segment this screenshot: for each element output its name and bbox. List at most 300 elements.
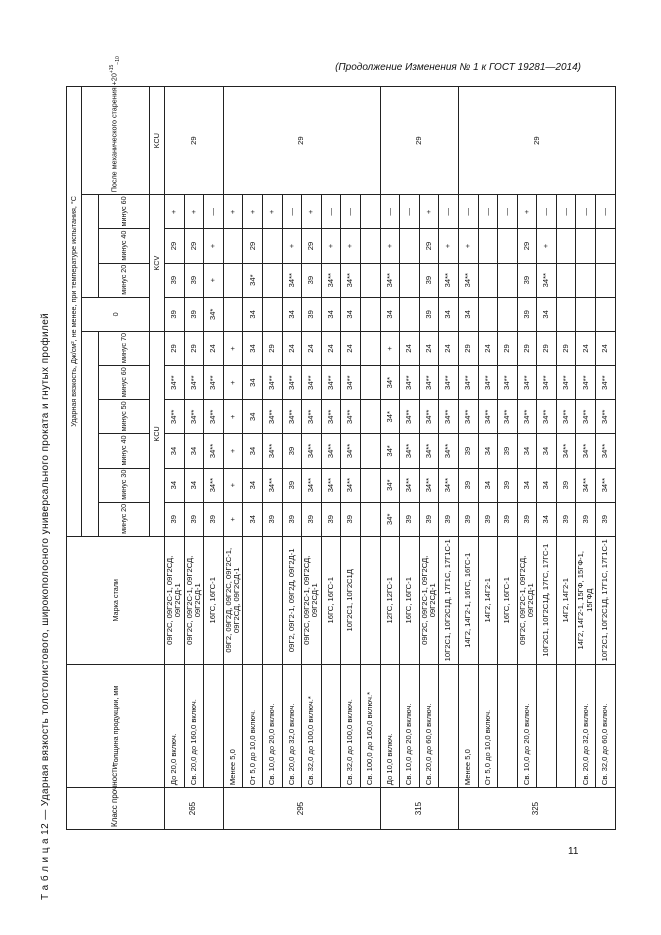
value-cell: 39 bbox=[458, 502, 478, 536]
value-cell: — bbox=[341, 195, 361, 229]
value-cell: 39 bbox=[419, 263, 439, 297]
value-cell: 34** bbox=[537, 366, 557, 400]
value-cell: + bbox=[223, 195, 243, 229]
value-cell: — bbox=[478, 195, 498, 229]
value-cell: 34* bbox=[204, 297, 224, 331]
value-cell: 34** bbox=[204, 468, 224, 502]
value-cell: 34** bbox=[165, 400, 185, 434]
value-cell: 34 bbox=[537, 468, 557, 502]
value-cell: 34 bbox=[380, 297, 400, 331]
value-cell: + bbox=[537, 229, 557, 263]
table-row bbox=[419, 87, 439, 830]
value-cell bbox=[262, 263, 282, 297]
value-cell: 34 bbox=[243, 331, 263, 365]
thickness-cell: Св. 32,0 до 100,0 включ.* bbox=[302, 664, 322, 787]
value-cell: 34** bbox=[400, 468, 420, 502]
strength-class-cell: 295 bbox=[223, 788, 380, 830]
grade-cell: 14Г2, 14Г2-1, 16ГС, 16ГС-1 bbox=[458, 536, 478, 664]
value-cell: 39 bbox=[302, 263, 322, 297]
header-kcu: KCU bbox=[150, 331, 165, 536]
grade-cell: 12ГС, 12ГС-1 bbox=[380, 536, 400, 664]
value-cell: 24 bbox=[400, 331, 420, 365]
value-cell: 34** bbox=[576, 366, 596, 400]
table-row bbox=[243, 87, 263, 830]
value-cell bbox=[576, 297, 596, 331]
thickness-cell: До 20,0 включ. bbox=[165, 664, 185, 787]
value-cell: 34* bbox=[380, 400, 400, 434]
value-cell: — bbox=[439, 195, 459, 229]
table-row bbox=[478, 87, 498, 830]
value-cell: 34** bbox=[302, 366, 322, 400]
value-cell bbox=[498, 263, 518, 297]
value-cell bbox=[360, 434, 380, 468]
value-cell: 34 bbox=[517, 468, 537, 502]
page-header: (Продолжение Изменения № 1 к ГОСТ 19281—2014) bbox=[335, 62, 581, 73]
thickness-cell: От 5,0 до 10,0 включ. bbox=[243, 664, 263, 787]
value-cell: 39 bbox=[517, 297, 537, 331]
value-cell: + bbox=[282, 229, 302, 263]
value-cell: 39 bbox=[321, 502, 341, 536]
strength-class-cell: 265 bbox=[165, 788, 224, 830]
table-row bbox=[360, 87, 380, 830]
value-cell: 34** bbox=[400, 366, 420, 400]
header-kcu-temp: минус 50 bbox=[99, 400, 150, 434]
value-cell: 34** bbox=[458, 263, 478, 297]
value-cell: + bbox=[302, 195, 322, 229]
value-cell: 34 bbox=[243, 297, 263, 331]
value-cell bbox=[400, 263, 420, 297]
value-cell: 34** bbox=[400, 400, 420, 434]
value-cell: 24 bbox=[478, 331, 498, 365]
value-cell: 39 bbox=[302, 297, 322, 331]
header-kcv-temp: минус 40 bbox=[99, 229, 150, 263]
grade-cell: 16ГС, 16ГС-1 bbox=[400, 536, 420, 664]
value-cell: + bbox=[517, 195, 537, 229]
header-spacer bbox=[82, 331, 99, 536]
thickness-cell bbox=[498, 664, 518, 787]
thickness-cell bbox=[321, 664, 341, 787]
value-cell: 34 bbox=[243, 434, 263, 468]
value-cell: 34** bbox=[400, 434, 420, 468]
value-cell: 39 bbox=[596, 502, 616, 536]
value-cell: 34** bbox=[302, 434, 322, 468]
value-cell: 34** bbox=[439, 366, 459, 400]
value-cell: 29 bbox=[517, 331, 537, 365]
value-cell: 34** bbox=[419, 434, 439, 468]
value-cell: 24 bbox=[419, 331, 439, 365]
value-cell: 29 bbox=[184, 229, 204, 263]
value-cell: 34 bbox=[184, 434, 204, 468]
value-cell: 29 bbox=[498, 331, 518, 365]
grade-cell: 16ГС, 16ГС-1 bbox=[321, 536, 341, 664]
value-cell: 29 bbox=[165, 331, 185, 365]
value-cell: + bbox=[321, 229, 341, 263]
value-cell: 39 bbox=[165, 502, 185, 536]
value-cell: 34* bbox=[380, 502, 400, 536]
value-cell: + bbox=[341, 229, 361, 263]
value-cell: 34** bbox=[576, 434, 596, 468]
grade-cell: 09Г2С, 09Г2С-1, 09Г2СД, 09Г2СД-1 bbox=[517, 536, 537, 664]
grade-cell: 09Г2С, 09Г2С-1, 09Г2СД, 09Г2СД-1 bbox=[302, 536, 322, 664]
value-cell: 34 bbox=[165, 434, 185, 468]
table-row bbox=[262, 87, 282, 830]
value-cell: 29 bbox=[556, 331, 576, 365]
thickness-cell: Св. 20,0 до 32,0 включ. bbox=[282, 664, 302, 787]
value-cell: 39 bbox=[400, 502, 420, 536]
value-cell: 34** bbox=[439, 468, 459, 502]
value-cell: 34** bbox=[556, 400, 576, 434]
header-spacer-kcv bbox=[82, 195, 99, 297]
header-grade: Марка стали bbox=[67, 536, 165, 664]
value-cell: 34** bbox=[576, 468, 596, 502]
value-cell: 34** bbox=[165, 366, 185, 400]
aging-value-cell: 29 bbox=[458, 87, 615, 195]
value-cell: 34** bbox=[458, 400, 478, 434]
thickness-cell: Св. 32,0 до 60,0 включ. bbox=[596, 664, 616, 787]
value-cell: 39 bbox=[165, 263, 185, 297]
grade-cell: 10Г2С1, 10Г2С1Д bbox=[341, 536, 361, 664]
value-cell bbox=[262, 229, 282, 263]
value-cell: 34** bbox=[262, 366, 282, 400]
table-row bbox=[204, 87, 224, 830]
grade-cell: 14Г2, 14Г2-1, 15ГФ, 15ГФ-1, 15ГФД bbox=[576, 536, 596, 664]
value-cell: 34 bbox=[165, 468, 185, 502]
value-cell bbox=[360, 502, 380, 536]
value-cell: 34 bbox=[321, 297, 341, 331]
header-kcu-temp: минус 30 bbox=[99, 468, 150, 502]
header-kcu-temp: минус 70 bbox=[99, 331, 150, 365]
value-cell bbox=[360, 331, 380, 365]
table-row bbox=[556, 87, 576, 830]
value-cell: 34** bbox=[478, 366, 498, 400]
value-cell bbox=[360, 366, 380, 400]
value-cell: 34** bbox=[204, 366, 224, 400]
value-cell: 34** bbox=[478, 400, 498, 434]
header-impact-group: Ударная вязкость, Дж/см², не менее, при температуре испытания, °С bbox=[67, 87, 82, 537]
value-cell bbox=[556, 229, 576, 263]
value-cell: 34 bbox=[537, 502, 557, 536]
value-cell: 34 bbox=[243, 400, 263, 434]
value-cell: 34** bbox=[321, 434, 341, 468]
grade-cell: 10Г2С1, 10Г2С1Д, 17ГС, 17ГС-1 bbox=[537, 536, 557, 664]
thickness-cell bbox=[556, 664, 576, 787]
value-cell bbox=[596, 297, 616, 331]
page-number: 11 bbox=[568, 846, 579, 857]
thickness-cell: Св. 10,0 до 20,0 включ. bbox=[517, 664, 537, 787]
value-cell bbox=[360, 400, 380, 434]
value-cell: 39 bbox=[498, 502, 518, 536]
value-cell: 34** bbox=[341, 468, 361, 502]
value-cell: — bbox=[400, 195, 420, 229]
strength-class-cell: 315 bbox=[380, 788, 458, 830]
value-cell: 34** bbox=[184, 400, 204, 434]
value-cell: + bbox=[243, 195, 263, 229]
value-cell: 34** bbox=[204, 400, 224, 434]
header-kcu-temp: минус 20 bbox=[99, 502, 150, 536]
value-cell: 34** bbox=[341, 263, 361, 297]
table-row bbox=[380, 87, 400, 830]
value-cell: + bbox=[223, 366, 243, 400]
table-row bbox=[439, 87, 459, 830]
value-cell: 34** bbox=[596, 434, 616, 468]
value-cell bbox=[223, 297, 243, 331]
value-cell bbox=[262, 297, 282, 331]
value-cell: 34** bbox=[537, 263, 557, 297]
value-cell: 39 bbox=[458, 468, 478, 502]
value-cell: — bbox=[556, 195, 576, 229]
value-cell: 34* bbox=[380, 366, 400, 400]
value-cell: 39 bbox=[204, 502, 224, 536]
value-cell bbox=[478, 297, 498, 331]
value-cell: 34** bbox=[321, 366, 341, 400]
aging-value-cell: 29 bbox=[165, 87, 224, 195]
value-cell: 29 bbox=[184, 331, 204, 365]
table-row bbox=[458, 87, 478, 830]
value-cell: 34** bbox=[282, 263, 302, 297]
value-cell: 39 bbox=[184, 263, 204, 297]
value-cell: — bbox=[596, 195, 616, 229]
value-cell: 34** bbox=[341, 434, 361, 468]
value-cell: 34** bbox=[498, 400, 518, 434]
value-cell: 34* bbox=[243, 263, 263, 297]
value-cell bbox=[400, 297, 420, 331]
value-cell: 39 bbox=[458, 434, 478, 468]
value-cell: 34** bbox=[596, 400, 616, 434]
table-caption: Т а б л и ц а 12 — Ударная вязкость толстолистового, широкополосного универсального проката и гнутых профилей bbox=[40, 312, 51, 900]
value-cell bbox=[498, 297, 518, 331]
value-cell: 24 bbox=[439, 331, 459, 365]
value-cell bbox=[498, 229, 518, 263]
table-row bbox=[596, 87, 616, 830]
value-cell: 39 bbox=[184, 297, 204, 331]
grade-cell bbox=[243, 536, 263, 664]
value-cell: 39 bbox=[517, 502, 537, 536]
value-cell bbox=[478, 229, 498, 263]
header-kcv-temp: минус 60 bbox=[99, 195, 150, 229]
value-cell: 34** bbox=[184, 366, 204, 400]
value-cell: 34** bbox=[419, 366, 439, 400]
value-cell bbox=[556, 297, 576, 331]
thickness-cell: До 10,0 включ. bbox=[380, 664, 400, 787]
header-kcv: KCV bbox=[150, 195, 165, 332]
value-cell: — bbox=[204, 195, 224, 229]
value-cell: + bbox=[204, 263, 224, 297]
value-cell: 34 bbox=[478, 468, 498, 502]
value-cell: 34** bbox=[380, 263, 400, 297]
value-cell bbox=[576, 263, 596, 297]
value-cell: + bbox=[223, 502, 243, 536]
thickness-cell: Св. 10,0 до 20,0 включ. bbox=[400, 664, 420, 787]
value-cell: 34** bbox=[282, 366, 302, 400]
value-cell: 34** bbox=[341, 366, 361, 400]
value-cell: 34** bbox=[439, 263, 459, 297]
value-cell: 24 bbox=[576, 331, 596, 365]
value-cell bbox=[360, 263, 380, 297]
value-cell: 34** bbox=[302, 468, 322, 502]
value-cell: 34* bbox=[380, 434, 400, 468]
value-cell: 34** bbox=[302, 400, 322, 434]
value-cell: 39 bbox=[282, 434, 302, 468]
value-cell: 34** bbox=[262, 468, 282, 502]
value-cell: + bbox=[458, 229, 478, 263]
value-cell: 34** bbox=[439, 434, 459, 468]
value-cell bbox=[596, 263, 616, 297]
value-cell: 34** bbox=[282, 400, 302, 434]
value-cell: 34** bbox=[596, 366, 616, 400]
table-row bbox=[537, 87, 557, 830]
value-cell: 39 bbox=[439, 502, 459, 536]
header-class: Класс прочности bbox=[67, 788, 165, 830]
thickness-cell: Св. 20,0 до 60,0 включ. bbox=[419, 664, 439, 787]
value-cell: — bbox=[576, 195, 596, 229]
grade-cell: 10Г2С1, 10Г2С1Д, 17Г1С, 17Г1С-1 bbox=[439, 536, 459, 664]
grade-cell: 09Г2С, 09Г2С-1, 09Г2СД, 09Г2СД-1 bbox=[419, 536, 439, 664]
value-cell: 34** bbox=[498, 366, 518, 400]
value-cell bbox=[360, 468, 380, 502]
value-cell: 34** bbox=[517, 400, 537, 434]
table-row bbox=[576, 87, 596, 830]
table-row bbox=[498, 87, 518, 830]
value-cell: + bbox=[262, 195, 282, 229]
value-cell: 34 bbox=[458, 297, 478, 331]
value-cell: 39 bbox=[517, 263, 537, 297]
value-cell: 39 bbox=[556, 468, 576, 502]
value-cell: 24 bbox=[302, 331, 322, 365]
value-cell: 24 bbox=[341, 331, 361, 365]
thickness-cell: Св. 32,0 до 100,0 включ. bbox=[341, 664, 361, 787]
value-cell: 34 bbox=[243, 502, 263, 536]
value-cell: 39 bbox=[341, 502, 361, 536]
grade-cell bbox=[360, 536, 380, 664]
thickness-cell: Св. 20,0 до 160,0 включ. bbox=[184, 664, 204, 787]
grade-cell: 09Г2, 09Г2-1, 09Г2Д, 09Г2Д-1 bbox=[282, 536, 302, 664]
value-cell: + bbox=[380, 229, 400, 263]
value-cell: 34** bbox=[321, 263, 341, 297]
strength-class-cell: 325 bbox=[458, 788, 615, 830]
value-cell: 39 bbox=[478, 502, 498, 536]
value-cell: 39 bbox=[498, 434, 518, 468]
value-cell: 24 bbox=[321, 331, 341, 365]
table-row bbox=[165, 87, 185, 830]
value-cell: 39 bbox=[262, 502, 282, 536]
table-row bbox=[302, 87, 322, 830]
value-cell: 34 bbox=[537, 297, 557, 331]
value-cell bbox=[400, 229, 420, 263]
value-cell: 34** bbox=[419, 400, 439, 434]
header-kcv-temp: минус 20 bbox=[99, 263, 150, 297]
value-cell: 34** bbox=[439, 400, 459, 434]
aging-value-cell: 29 bbox=[380, 87, 458, 195]
value-cell: 34** bbox=[576, 400, 596, 434]
value-cell: 34** bbox=[556, 434, 576, 468]
value-cell: 34 bbox=[517, 434, 537, 468]
value-cell: 34** bbox=[341, 400, 361, 434]
value-cell: 34** bbox=[517, 366, 537, 400]
value-cell bbox=[223, 229, 243, 263]
value-cell: 34 bbox=[439, 297, 459, 331]
value-cell bbox=[360, 229, 380, 263]
value-cell: + bbox=[184, 195, 204, 229]
value-cell: + bbox=[204, 229, 224, 263]
value-cell: 34** bbox=[537, 400, 557, 434]
value-cell: + bbox=[439, 229, 459, 263]
header-kcu-aging: KCU bbox=[150, 87, 165, 195]
value-cell: 39 bbox=[576, 502, 596, 536]
value-cell: 24 bbox=[204, 331, 224, 365]
table-row bbox=[517, 87, 537, 830]
value-cell: 29 bbox=[262, 331, 282, 365]
value-cell: 34** bbox=[556, 366, 576, 400]
value-cell: 39 bbox=[556, 502, 576, 536]
value-cell: 34** bbox=[262, 434, 282, 468]
header-kcu-temp: минус 40 bbox=[99, 434, 150, 468]
value-cell: — bbox=[321, 195, 341, 229]
value-cell: 34** bbox=[262, 400, 282, 434]
aging-value-cell: 29 bbox=[223, 87, 380, 195]
value-cell: 39 bbox=[165, 297, 185, 331]
value-cell: 34 bbox=[243, 366, 263, 400]
value-cell: 29 bbox=[537, 331, 557, 365]
value-cell: 39 bbox=[282, 468, 302, 502]
value-cell bbox=[360, 297, 380, 331]
value-cell: 39 bbox=[419, 502, 439, 536]
value-cell: 24 bbox=[596, 331, 616, 365]
header-temp-0: 0 bbox=[82, 297, 150, 331]
value-cell: 29 bbox=[165, 229, 185, 263]
value-cell: 39 bbox=[184, 502, 204, 536]
value-cell: 34 bbox=[243, 468, 263, 502]
value-cell: 34 bbox=[478, 434, 498, 468]
thickness-cell: Менее 5,0 bbox=[223, 664, 243, 787]
value-cell: 29 bbox=[243, 229, 263, 263]
value-cell: — bbox=[537, 195, 557, 229]
table-row bbox=[341, 87, 361, 830]
thickness-cell: Св. 100,0 до 160,0 включ.* bbox=[360, 664, 380, 787]
value-cell: — bbox=[380, 195, 400, 229]
header-aging: После механического старения $+20^{+15}_{-10}$ bbox=[82, 87, 150, 195]
value-cell: 34** bbox=[596, 468, 616, 502]
value-cell: — bbox=[498, 195, 518, 229]
value-cell: — bbox=[282, 195, 302, 229]
value-cell: 39 bbox=[302, 502, 322, 536]
value-cell: + bbox=[380, 331, 400, 365]
table-row bbox=[400, 87, 420, 830]
grade-cell: 16ГС, 16ГС-1 bbox=[204, 536, 224, 664]
grade-cell: 10Г2С1, 10Г2С1Д, 17Г1С, 17Г1С-1 bbox=[596, 536, 616, 664]
value-cell: + bbox=[223, 331, 243, 365]
value-cell: + bbox=[419, 195, 439, 229]
thickness-cell: От 5,0 до 10,0 включ. bbox=[478, 664, 498, 787]
table-row bbox=[282, 87, 302, 830]
value-cell: 34** bbox=[321, 468, 341, 502]
header-thickness: Толщина продукции, мм bbox=[67, 664, 165, 787]
thickness-cell bbox=[537, 664, 557, 787]
table-row bbox=[184, 87, 204, 830]
value-cell: 34* bbox=[380, 468, 400, 502]
value-cell: + bbox=[223, 400, 243, 434]
value-cell: + bbox=[165, 195, 185, 229]
value-cell: + bbox=[223, 434, 243, 468]
value-cell: 34** bbox=[321, 400, 341, 434]
value-cell: 39 bbox=[282, 502, 302, 536]
thickness-cell bbox=[204, 664, 224, 787]
value-cell: 34 bbox=[537, 434, 557, 468]
value-cell bbox=[223, 263, 243, 297]
value-cell: 34** bbox=[458, 366, 478, 400]
value-cell: 29 bbox=[517, 229, 537, 263]
value-cell: + bbox=[223, 468, 243, 502]
table-row bbox=[223, 87, 243, 830]
